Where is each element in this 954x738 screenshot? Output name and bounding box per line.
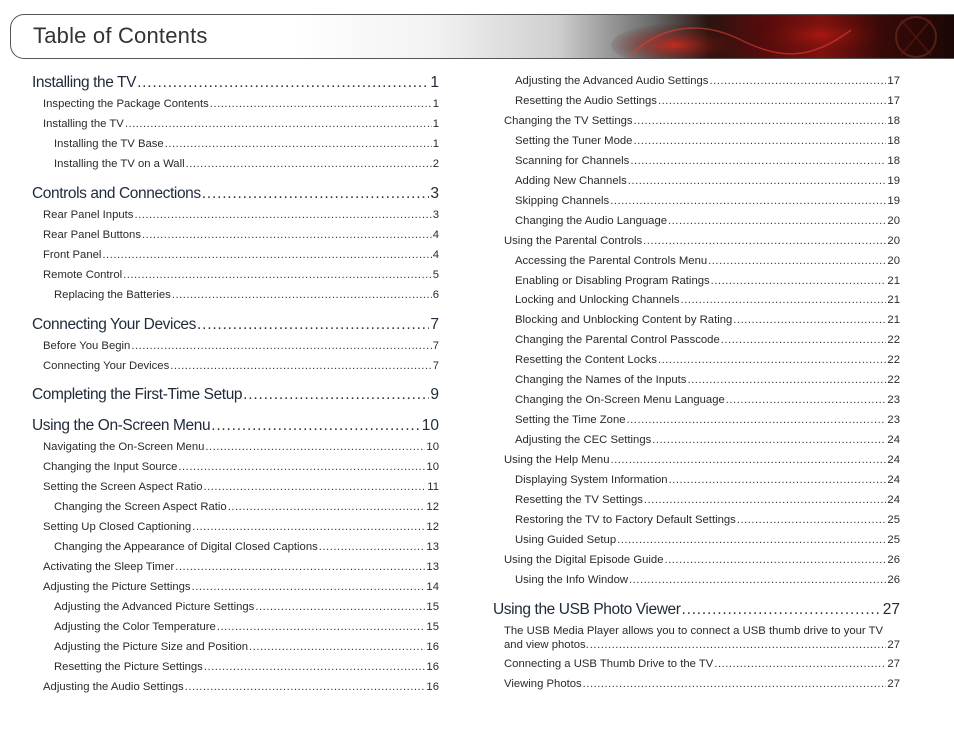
dot-leader — [170, 360, 431, 372]
toc-page-number: 20 — [887, 234, 900, 247]
toc-entry-title: Connecting Your Devices — [32, 315, 196, 333]
toc-entry-title: Replacing the Batteries — [54, 288, 171, 301]
dot-leader — [102, 249, 431, 261]
toc-entry-title: Adding New Channels — [515, 174, 627, 187]
toc-entry-title: Using the On-Screen Menu — [32, 417, 211, 435]
toc-entry-title: Installing the TV — [32, 74, 137, 91]
toc-entry[interactable] — [43, 461, 439, 473]
toc-page-number: 21 — [887, 314, 900, 327]
toc-entry-title: Locking and Unlocking Channels — [515, 294, 680, 307]
toc-entry[interactable] — [43, 561, 439, 573]
toc-subentry[interactable] — [515, 135, 900, 147]
toc-entry-title: Using the Parental Controls — [504, 234, 643, 247]
toc-entry-title: Installing the TV on a Wall — [54, 157, 185, 170]
dot-leader — [134, 209, 431, 221]
dot-leader — [611, 454, 887, 466]
toc-entry-title: Skipping Channels — [515, 194, 610, 207]
toc-entry-title: Installing the TV — [43, 117, 124, 130]
toc-page-number: 6 — [432, 288, 439, 301]
toc-subentry[interactable] — [515, 155, 900, 167]
toc-subentry[interactable] — [54, 541, 439, 553]
dot-leader — [681, 601, 881, 619]
toc-subentry[interactable] — [515, 534, 900, 546]
toc-entry-title: Using the Help Menu — [504, 454, 610, 467]
toc-page-number: 18 — [887, 134, 900, 147]
dot-leader — [709, 75, 886, 87]
dot-leader — [668, 215, 886, 227]
toc-subentry[interactable] — [54, 661, 439, 673]
toc-entry-title: Resetting the Content Locks — [515, 354, 657, 367]
toc-page-number: 17 — [887, 75, 900, 87]
toc-entry-title: Displaying System Information — [515, 474, 668, 486]
toc-subentry[interactable] — [515, 75, 900, 87]
toc-entry[interactable] — [43, 681, 439, 693]
dot-leader — [708, 255, 886, 267]
toc-paragraph-text: and view photos. — [504, 638, 589, 651]
toc-subentry[interactable] — [54, 138, 439, 150]
toc-page-number: 10 — [426, 461, 439, 474]
toc-subentry[interactable] — [54, 158, 439, 170]
toc-subentry[interactable] — [515, 354, 900, 366]
toc-subentry[interactable] — [515, 195, 900, 207]
dot-leader — [714, 658, 886, 670]
toc-subentry[interactable] — [515, 414, 900, 426]
toc-subentry[interactable] — [54, 501, 439, 513]
dot-leader — [628, 175, 887, 187]
toc-entry[interactable] — [43, 98, 439, 110]
toc-page-number: 1 — [430, 74, 439, 91]
toc-page-number: 17 — [887, 94, 900, 107]
toc-subentry[interactable] — [515, 175, 900, 187]
toc-entry-title: Changing the On-Screen Menu Language — [515, 394, 725, 407]
dot-leader — [643, 235, 886, 247]
toc-page-number: 16 — [426, 640, 439, 653]
dot-leader — [178, 461, 425, 473]
toc-page-number: 15 — [426, 601, 439, 614]
toc-entry-title: Setting the Time Zone — [515, 414, 626, 427]
dot-leader — [634, 115, 887, 127]
dot-leader — [627, 414, 887, 426]
toc-page-number: 18 — [887, 114, 900, 127]
toc-entry-title: Adjusting the Color Temperature — [54, 621, 216, 633]
toc-entry-title: Connecting Your Devices — [43, 359, 170, 372]
toc-entry-title: Scanning for Channels — [515, 154, 630, 167]
toc-entry[interactable] — [43, 360, 439, 372]
toc-entry[interactable] — [43, 269, 439, 281]
dot-leader — [737, 514, 887, 526]
toc-page-number: 24 — [887, 474, 900, 486]
toc-subentry[interactable] — [515, 474, 900, 486]
toc-entry-title: Adjusting the Picture Settings — [43, 581, 191, 594]
toc-entry-title: Connecting a USB Thumb Drive to the TV — [504, 657, 714, 670]
dot-leader — [202, 185, 430, 203]
toc-subentry[interactable] — [515, 514, 900, 526]
toc-entry-title: Restoring the TV to Factory Default Settings — [515, 513, 736, 526]
dot-leader — [228, 501, 426, 513]
toc-entry-title: Setting Up Closed Captioning — [43, 521, 192, 534]
toc-subentry[interactable] — [515, 374, 900, 386]
dot-leader — [205, 441, 425, 453]
toc-entry-title: Front Panel — [43, 248, 102, 261]
toc-entry-title: Navigating the On-Screen Menu — [43, 441, 205, 454]
toc-entry-title: Setting the Tuner Mode — [515, 134, 633, 147]
toc-subentry[interactable] — [515, 215, 900, 227]
toc-page-number: 26 — [887, 573, 900, 586]
toc-page-number: 7 — [432, 339, 439, 352]
toc-subentry[interactable] — [54, 289, 439, 301]
dot-leader — [131, 340, 431, 352]
toc-page-number: 5 — [432, 268, 439, 281]
toc-entry-title: Changing the Input Source — [43, 461, 178, 474]
toc-page-number: 3 — [430, 184, 439, 202]
toc-page-number: 26 — [887, 553, 900, 566]
toc-page-number: 24 — [887, 434, 900, 447]
toc-entry-title: Adjusting the Audio Settings — [43, 680, 184, 693]
toc-entry-title: Changing the TV Settings — [504, 114, 633, 127]
toc-entry-title: Resetting the TV Settings — [515, 493, 643, 506]
toc-page-number: 20 — [887, 214, 900, 227]
dot-leader — [669, 474, 887, 486]
toc-page-number: 18 — [887, 154, 900, 167]
toc-page-number: 9 — [430, 386, 439, 404]
dot-leader — [590, 638, 887, 652]
toc-entry-title: Adjusting the CEC Settings — [515, 434, 652, 447]
toc-entry[interactable] — [504, 235, 900, 247]
toc-entry-title: Changing the Parental Control Passcode — [515, 334, 720, 347]
toc-subentry[interactable] — [515, 494, 900, 506]
toc-entry-title: Using the Digital Episode Guide — [504, 553, 664, 566]
toc-entry[interactable] — [504, 115, 900, 127]
toc-entry[interactable] — [504, 658, 900, 670]
dot-leader — [185, 681, 426, 693]
toc-subentry[interactable] — [54, 601, 439, 613]
toc-page-number: 7 — [432, 359, 439, 372]
toc-entry[interactable] — [43, 249, 439, 261]
toc-page-number: 11 — [427, 481, 439, 494]
toc-entry-title: Setting the Screen Aspect Ratio — [43, 481, 203, 494]
dot-leader — [644, 494, 887, 506]
toc-entry-title: Activating the Sleep Timer — [43, 561, 175, 574]
toc-entry-title: Rear Panel Buttons — [43, 228, 141, 241]
dot-leader — [658, 354, 886, 366]
toc-page-number: 27 — [882, 600, 900, 618]
toc-entry[interactable] — [43, 441, 439, 453]
toc-entry-title: Changing the Appearance of Digital Closed Captions — [54, 541, 318, 554]
toc-entry[interactable] — [43, 521, 439, 533]
dot-leader — [658, 95, 886, 107]
toc-page-number: 21 — [887, 274, 900, 287]
toc-section-heading[interactable] — [32, 74, 439, 92]
toc-entry-title: Enabling or Disabling Program Ratings — [515, 274, 710, 287]
toc-page-number: 13 — [426, 541, 439, 554]
dot-leader — [629, 574, 886, 586]
dot-leader — [633, 135, 886, 147]
toc-entry[interactable] — [43, 118, 439, 130]
toc-page-number: 1 — [432, 98, 439, 110]
toc-page-number: 15 — [426, 621, 439, 633]
toc-page-number: 4 — [432, 228, 439, 241]
toc-entry-title: Installing the TV Base — [54, 137, 164, 150]
toc-entry-title: Inspecting the Package Contents — [43, 98, 209, 110]
toc-page-number: 14 — [426, 581, 439, 594]
toc-page-number: 12 — [426, 521, 439, 534]
toc-page-number: 4 — [432, 248, 439, 261]
toc-entry[interactable] — [43, 209, 439, 221]
toc-entry-title: Using the Info Window — [515, 573, 629, 586]
toc-section-heading[interactable] — [493, 601, 900, 619]
toc-entry-title: Using the USB Photo Viewer — [493, 600, 681, 618]
dot-leader — [172, 289, 432, 301]
page-title: Table of Contents — [33, 23, 208, 48]
toc-page-number: 22 — [887, 334, 900, 347]
dot-leader — [681, 294, 887, 306]
toc-page-number: 22 — [887, 374, 900, 387]
dot-leader — [726, 394, 887, 406]
page-header — [10, 14, 954, 59]
toc-paragraph-line: The USB Media Player allows you to connect a USB thumb drive to your TV — [504, 624, 884, 637]
toc-entry-title: Before You Begin — [43, 339, 131, 352]
toc-section-heading[interactable] — [32, 185, 439, 203]
dot-leader — [583, 678, 887, 690]
toc-entry[interactable] — [504, 454, 900, 466]
toc-page-number: 27 — [887, 677, 900, 690]
toc-entry[interactable] — [43, 229, 439, 241]
toc-page-number: 19 — [887, 194, 900, 207]
dot-leader — [142, 229, 432, 241]
toc-subentry[interactable] — [515, 95, 900, 107]
toc-section-heading[interactable] — [32, 417, 439, 435]
dot-leader — [123, 269, 432, 281]
toc-page-number: 13 — [426, 561, 439, 574]
toc-entry-paragraph[interactable] — [504, 624, 900, 652]
dot-leader — [165, 138, 432, 150]
dot-leader — [197, 316, 429, 334]
dot-leader — [175, 561, 425, 573]
dot-leader — [711, 275, 887, 287]
dot-leader — [137, 74, 429, 92]
toc-entry-title: Remote Control — [43, 268, 123, 281]
toc-entry-title: Viewing Photos — [504, 677, 582, 690]
toc-page-number: 24 — [887, 454, 900, 467]
toc-subentry[interactable] — [515, 294, 900, 306]
toc-page-number: 23 — [887, 394, 900, 407]
dot-leader — [192, 581, 426, 593]
dot-leader — [204, 481, 427, 493]
dot-leader — [721, 334, 887, 346]
toc-page-number: 10 — [426, 441, 439, 454]
toc-entry-title: Blocking and Unblocking Content by Rating — [515, 314, 733, 327]
dot-leader — [610, 195, 886, 207]
toc-entry-title: Resetting the Picture Settings — [54, 660, 203, 673]
toc-entry-title: Controls and Connections — [32, 184, 201, 202]
toc-subentry[interactable] — [515, 334, 900, 346]
dot-leader — [687, 374, 886, 386]
toc-entry-title: Completing the First-Time Setup — [32, 386, 243, 404]
dot-leader — [192, 521, 425, 533]
toc-page-number: 25 — [887, 513, 900, 526]
toc-page-number: 20 — [887, 254, 900, 267]
toc-page-number: 2 — [432, 157, 439, 170]
toc-entry-title: Adjusting the Advanced Picture Settings — [54, 601, 255, 614]
toc-entry[interactable] — [43, 340, 439, 352]
dot-leader — [617, 534, 886, 546]
header-decorative-art — [571, 15, 954, 59]
dot-leader — [217, 621, 426, 633]
toc-entry-title: Adjusting the Picture Size and Position — [54, 640, 249, 653]
dot-leader — [255, 601, 425, 613]
toc-paragraph-line — [504, 638, 900, 652]
dot-leader — [204, 661, 426, 673]
toc-page-number: 25 — [887, 533, 900, 546]
toc-entry-title: Rear Panel Inputs — [43, 208, 134, 221]
toc-section-heading[interactable] — [32, 316, 439, 334]
toc-entry-title: Changing the Names of the Inputs — [515, 374, 687, 387]
toc-entry-title: Accessing the Parental Controls Menu — [515, 254, 708, 267]
toc-page-number: 1 — [432, 137, 439, 150]
toc-entry[interactable] — [43, 581, 439, 593]
toc-page-number: 10 — [421, 417, 439, 435]
dot-leader — [652, 434, 886, 446]
toc-page-number: 3 — [432, 208, 439, 221]
toc-page-number: 7 — [430, 315, 439, 333]
toc-page-number: 22 — [887, 354, 900, 367]
toc-entry-title: Changing the Audio Language — [515, 214, 668, 227]
dot-leader — [665, 554, 887, 566]
toc-entry[interactable] — [504, 554, 900, 566]
toc-subentry[interactable] — [515, 394, 900, 406]
toc-subentry[interactable] — [515, 255, 900, 267]
toc-section-heading[interactable] — [32, 386, 439, 404]
dot-leader — [211, 417, 421, 435]
dot-leader — [319, 541, 426, 553]
toc-entry[interactable] — [43, 481, 439, 493]
toc-subentry[interactable] — [54, 641, 439, 653]
dot-leader — [630, 155, 886, 167]
dot-leader — [186, 158, 432, 170]
toc-entry[interactable] — [504, 678, 900, 690]
toc-entry-title: Resetting the Audio Settings — [515, 94, 657, 107]
dot-leader — [210, 98, 432, 110]
dot-leader — [243, 386, 429, 404]
toc-page-number: 24 — [887, 493, 900, 506]
toc-subentry[interactable] — [515, 574, 900, 586]
toc-page-number: 19 — [887, 174, 900, 187]
toc-page-number: 1 — [432, 117, 439, 130]
toc-page-number: 21 — [887, 294, 900, 307]
dot-leader — [249, 641, 425, 653]
toc-page-number: 23 — [887, 414, 900, 427]
toc-page-number: 16 — [426, 680, 439, 693]
toc-subentry[interactable] — [54, 621, 439, 633]
toc-subentry[interactable] — [515, 434, 900, 446]
toc-page-number: 16 — [426, 660, 439, 673]
toc-subentry[interactable] — [515, 314, 900, 326]
toc-entry-title: Adjusting the Advanced Audio Settings — [515, 75, 709, 87]
toc-subentry[interactable] — [515, 275, 900, 287]
toc-entry-title: Changing the Screen Aspect Ratio — [54, 501, 227, 514]
toc-page-number: 12 — [426, 501, 439, 514]
dot-leader — [125, 118, 432, 130]
dot-leader — [733, 314, 886, 326]
toc-page-number: 27 — [887, 657, 900, 670]
toc-entry-title: Using Guided Setup — [515, 533, 617, 546]
toc-page-number: 27 — [887, 638, 900, 651]
